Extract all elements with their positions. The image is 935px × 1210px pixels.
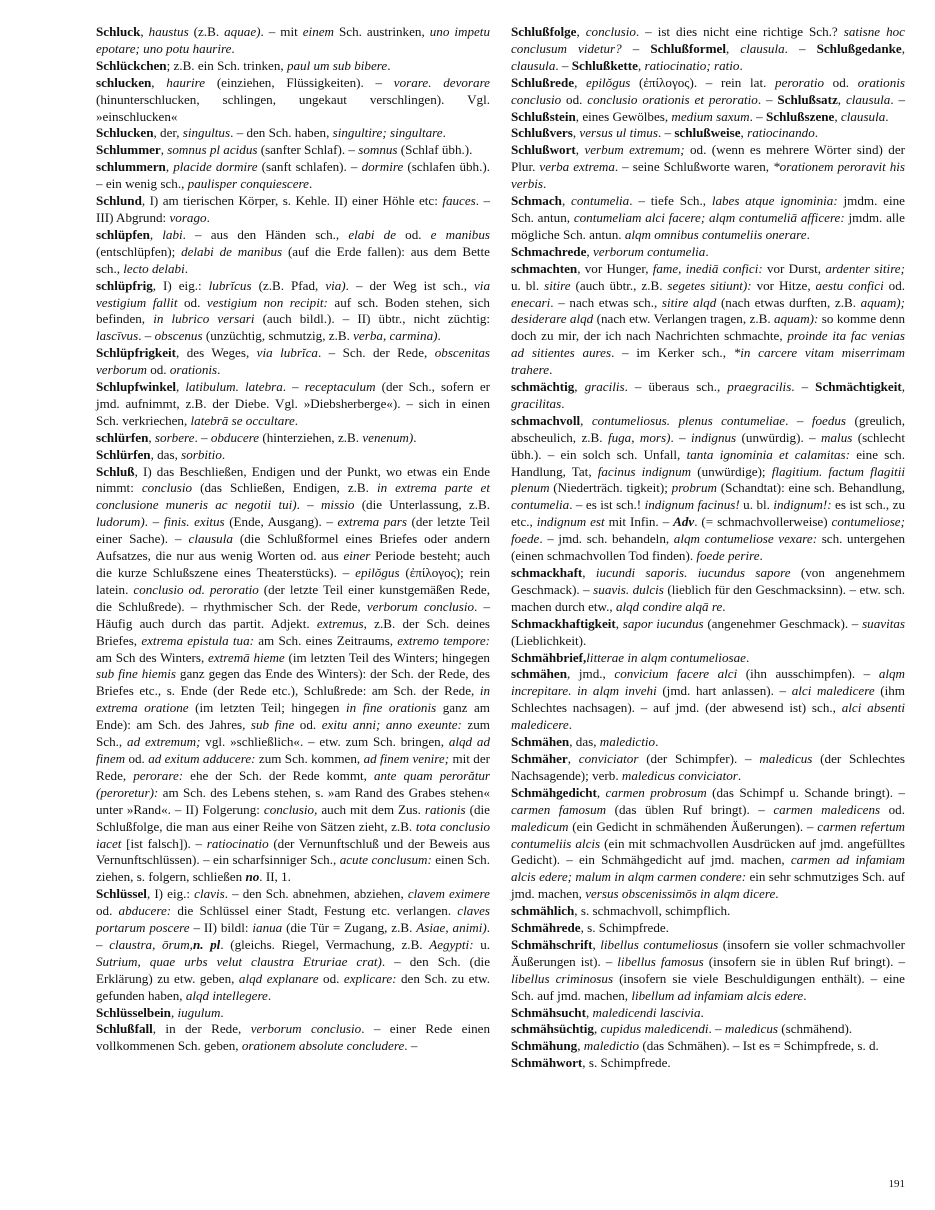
right-column (511, 24, 905, 1072)
dictionary-entry: Schlußvers, versus ul timus. – schlußweise, ratiocinando. (511, 125, 819, 141)
dictionary-entry: Schluck, haustus (z.B. aquae). – mit einem Sch. austrinken, uno impetu epotare; uno potu haurire. (96, 24, 490, 56)
dictionary-entry: Schmähung, maledictio (das Schmähen). – Ist es = Schimpfrede, s. d. (511, 1038, 879, 1054)
dictionary-entry: schlüpfen, labi. – aus den Händen sch., elabi de od. e manibus (entschlüpfen); delabi de manibus (auf die Erde fallen): aus dem Bette sch., lecto delabi. (96, 226, 490, 276)
dictionary-entry: Schmähen, das, maledictio. (511, 734, 659, 750)
dictionary-entry: Schmach, contumelia. – tiefe Sch., labes atque ignominia: jmdm. eine Sch. antun, contumeliam alci facere; alqm contumeliā afficere: jmdm. alle mögliche Sch. antun. alqm omnibus contumeliis onerare. (511, 193, 905, 242)
dictionary-entry: Schmähschrift, libellus contumeliosus (insofern sie voller schmachvoller Äußerungen ist). – libellus famosus (insofern sie in üblen Ruf bringt). – libellus criminosus (insofern sie viele Beschuldigungen enthält). – eine Sch. auf jmd. machen, libellum ad infamiam alcis edere. (511, 936, 905, 1003)
dictionary-entry: Schlupfwinkel, latibulum. latebra. – receptaculum (der Sch., sofern er jmd. aufnimmt, z.B. der Diebe. Vgl. »Diebsherberge«). – sich in einen Sch. verkriechen, latebrā se occultare. (96, 379, 490, 428)
dictionary-entry: schmähsüchtig, cupidus maledicendi. – maledicus (schmähend). (511, 1021, 853, 1037)
dictionary-entry: schlürfen, sorbere. – obducere (hinterziehen, z.B. venenum). (96, 429, 417, 445)
dictionary-entry: Schlußrede, epilŏgus (ἐπίλογος). – rein lat. peroratio od. orationis conclusio od. conclusio orationis et peroratio. – Schlußsatz, clausula. – Schlußstein, eines Gewölbes, medium saxum. – Schlußszene, clausula. (511, 74, 906, 124)
dictionary-entry: schmähen, jmd., convicium facere alci (ihn ausschimpfen). – alqm increpitare. in alqm invehi (jmd. hart anlassen). – alci maledicere (ihm Schlechtes nachsagen). – auf jmd. (der abwesend ist) sch., alci absenti maledicere. (511, 666, 905, 733)
page-number: 191 (888, 1178, 905, 1190)
dictionary-entry: Schmährede, s. Schimpfrede. (511, 920, 669, 936)
dictionary-entry: schlüpfrig, I) eig.: lubrĭcus (z.B. Pfad, via). – der Weg ist sch., via vestigium fallit od. vestigium non recipit: auf sch. Boden stehen, sich befinden, in lubrico versari (auch bildl.). – II) übtr., nicht züchtig: lascīvus. – obscenus (unzüchtig, schmutzig, z.B. verba, carmina). (96, 277, 491, 344)
dictionary-entry: Schlußfolge, conclusio. – ist dies nicht eine richtige Sch.? satisne hoc conclusum videtur? – Schlußformel, clausula. – Schlußgedanke, clausula. – Schlußkette, ratiocinatio; ratio. (511, 24, 905, 73)
dictionary-entry: schmählich, s. schmachvoll, schimpflich. (511, 903, 731, 919)
dictionary-entry: Schlummer, somnus pl acidus (sanfter Schlaf). – somnus (Schlaf übh.). (96, 142, 473, 158)
dictionary-entry: schmachten, vor Hunger, fame, inediā confici: vor Durst, ardenter sitire; u. bl. sitire (auch übtr., z.B. segetes sitiunt): vor Hitze, aestu confici od. enecari. – nach etwas sch., sitire alqd (nach etwas durften, z.B. aquam); desiderare alqd (nach etw. Verlangen tragen, z.B. aquam): so komme denn doch zu mir, der ich nach Nachrichten schmachte, proinde ita fac venias ad sitientes aures. – im Kerker sch., *in carcere vitam miserrimam trahere. (511, 260, 906, 378)
dictionary-entry: Schlußwort, verbum extremum; od. (wenn es mehrere Wörter sind) der Plur. verba extrema. – seine Schlußworte waren, *orationem peroravit his verbis. (511, 142, 906, 192)
dictionary-entry: Schmackhaftigkeit, sapor iucundus (angenehmer Geschmack). – suavitas (Lieblichkeit). (511, 615, 905, 648)
dictionary-entry: Schlüssel, I) eig.: clavis. – den Sch. abnehmen, abziehen, clavem eximere od. abducere: die Schlüssel einer Stadt, Festung etc. verlangen. claves portarum poscere – II) bildl: ianua (die Tür = Zugang, z.B. Asiae, animi). – claustra, ōrum,n. pl. (gleichs. Riegel, Vermachung, z.B. Aegypti: u. Sutrium, quae urbs velut claustra Etruriae crat). – den Sch. (die Erklärung) zu etw. geben, alqd explanare od. explicare: den Sch. zu etw. gefunden haben, alqd intellegere. (96, 886, 491, 1003)
dictionary-entry: Schmachrede, verborum contumelia. (511, 243, 709, 259)
dictionary-entry: Schmähgedicht, carmen probrosum (das Schimpf u. Schande bringt). – carmen famosum (das üblen Ruf bringt). – carmen maledicens od. maledicum (ein Gedicht in schmähenden Äußerungen). – carmen refertum contumeliis alcis (ein mit schmachvollen Ausdrücken auf jmd. angefülltes Gedicht). – ein Schmähgedicht auf jmd. machen, carmen ad infamiam alcis edere; malum in alqm carmen condere: ein sehr schmutziges Sch. auf jmd. machen, versus obscenissimōs in alqm dicere. (511, 784, 906, 902)
dictionary-entry: Schmähsucht, maledicendi lascivia. (511, 1004, 704, 1020)
dictionary-entry: schlummern, placide dormire (sanft schlafen). – dormire (schlafen übh.). – ein wenig sch., paulisper conquiescere. (96, 159, 490, 192)
left-column (96, 24, 490, 1055)
dictionary-entry: Schluß, I) das Beschließen, Endigen und der Punkt, wo etwas ein Ende nimmt: conclusio (das Schließen, Endigen, z.B. in extrema parte et conclusione muneris ac negotii tui). – missio (die Unterlassung, z.B. ludorum). – finis. exitus (Ende, Ausgang). – extrema pars (der letzte Teil einer Sache). – clausula (die Schlußformel eines Briefes oder andern Aufsatzes, die nur aus wenig Worten od. aus einer Periode besteht; auch die kurze Schlußszene eines Theaterstücks). – epilŏgus (ἐπίλογος); rein latein. conclusio od. peroratio (der letzte Teil einer kunstgemäßen Rede, die Schlußrede). – rhythmischer Sch. der Rede, verborum conclusio. – Häufig auch durch das partit. Adjekt. extremus, z.B. der Sch. deines Briefes, extrema epistula tua: am Sch. eines Zeitraums, extremo tempore: am Sch des Winters, extremā hieme (im letzten Teil des Winters; hingegen sub fine hiemis ganz gegen das Ende des Winters): der Sch. der Rede, des Briefes etc., s. Ende (der Rede etc.), Schlußrede: am Sch. der Rede, in extrema oratione (im letzten Teil; hingegen in fine orationis ganz am Ende): am Sch. des Jahres, sub fine od. exitu anni; anno exeunte: zum Sch., ad extremum; vgl. »schließlich«. – etw. zum Sch. bringen, alqd ad finem od. ad exitum adducere: zum Sch. kommen, ad finem venire; mit der Rede, perorare: ehe der Sch. der Rede kommt, ante quam perorătur (peroretur): am Sch. des Lebens stehen, s. »am Rand des Grabes stehen« unter »Rand«. – II) Folgerung: conclusio, auch mit dem Zus. rationis (die Schlußfolge, die man aus einer Reihe von Sätzen zieht, z.B. tota conclusio iacet [ist falsch]). – ratiocinatio (der Vernunftschluß und der Beweis aus Vernunftschlüssen). – ein scharfsinniger Sch., acute conclusum: einen Sch. ziehen, s. folgern, schließen no. II, 1. (96, 463, 491, 885)
dictionary-entry: Schlußfall, in der Rede, verborum conclusio. – einer Rede einen vollkommenen Sch. geben, orationem absolute concludere. – (96, 1021, 491, 1054)
dictionary-entry: Schmähwort, s. Schimpfrede. (511, 1055, 671, 1071)
dictionary-entry: Schlürfen, das, sorbitio. (96, 446, 226, 462)
dictionary-entry: Schlund, I) am tierischen Körper, s. Kehle. II) einer Höhle etc: fauces. – III) Abgrund: vorago. (96, 193, 491, 225)
dictionary-entry: schmackhaft, iucundi saporis. iucundus sapore (von angenehmem Geschmack). – suavis. dulcis (lieblich für den Geschmacksinn). – etw. sch. machen durch etw., alqd condire alqā re. (511, 565, 906, 614)
dictionary-entry: schlucken, haurire (einziehen, Flüssigkeiten). – vorare. devorare (hinunterschlucken, schlingen, ungekaut verschlingen). Vgl. »einschlucken« (96, 74, 490, 124)
dictionary-entry: Schmäher, conviciator (der Schimpfer). – maledicus (der Schlechtes Nachsagende); verb. maledicus conviciator. (511, 750, 906, 783)
dictionary-entry: Schlüpfrigkeit, des Weges, via lubrĭca. – Sch. der Rede, obscenitas verborum od. orationis. (96, 345, 491, 378)
dictionary-entry: schmachvoll, contumeliosus. plenus contumeliae. – foedus (greulich, abscheulich, z.B. fuga, mors). – indignus (unwürdig). – malus (schlecht übh.). – ein solch sch. Unfall, tanta ignominia et calamitas: eine sch. Handlung, Tat, facinus indignum (unwürdige); flagitium. factum flagitii plenum (Niederträch. tigkeit); probrum (Schandtat): eine sch. Behandlung, contumelia. – es ist sch.! indignum facinus! u. bl. indignum!: es ist sch., zu etc., indignum est mit Infin. – Adv. (= schmachvollerweise) contumeliose; foede. – jmd. sch. behandeln, alqm contumeliose vexare: sch. untergehen (einen schmachvollen Tod finden). foede perire. (511, 412, 906, 564)
dictionary-entry: Schlucken, der, singultus. – den Sch. haben, singultire; singultare. (96, 125, 446, 141)
dictionary-entry: Schmähbrief,litterae in alqm contumeliosae. (511, 649, 750, 665)
dictionary-entry: Schlüsselbein, iugulum. (96, 1004, 224, 1020)
dictionary-entry: Schlückchen; z.B. ein Sch. trinken, paul um sub bibere. (96, 57, 391, 73)
dictionary-entry: schmächtig, gracilis. – überaus sch., praegracilis. – Schmächtigkeit, gracilitas. (511, 379, 906, 411)
